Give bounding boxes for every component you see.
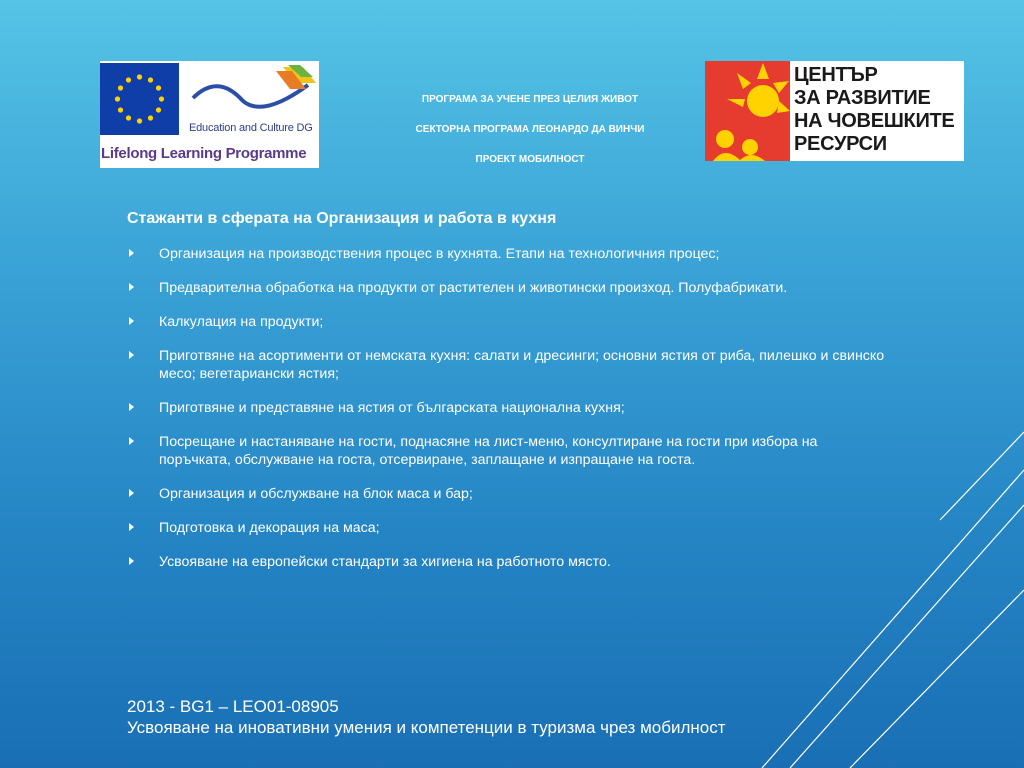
hrdc-text: [794, 64, 954, 156]
project-code: 2013 - BG1 – LEO01-08905: [127, 697, 339, 716]
list-item-text: Подготовка и декорация на маса;: [159, 520, 380, 536]
lifelong-learning-logo: [100, 61, 319, 168]
eu-flag-icon: [100, 63, 179, 135]
list-item: [127, 245, 887, 263]
hrdc-line-4: РЕСУРСИ: [794, 133, 887, 155]
project-footer: [127, 696, 827, 738]
slide-title: Стажанти в сферата на Организация и работа в кухня: [127, 210, 557, 227]
list-item: [127, 347, 887, 383]
list-item-text: Приготвяне на асортименти от немската кухня: салати и дресинги; основни ястия от риба, пилешко и свинско месо; вегетариански ястия;: [159, 348, 885, 382]
topic-list: [127, 245, 887, 587]
list-item-text: Посрещане и настаняване на гости, поднасяне на лист-меню, консултиране на гости при избора на поръчката, обслужване на госта, отсервиране, заплащане и изпращане на госта.: [159, 434, 818, 468]
bullet-arrow-icon: [129, 317, 134, 325]
list-item: [127, 313, 887, 331]
education-culture-swoosh-icon: [188, 63, 318, 119]
hrdc-line-2: ЗА РАЗВИТИЕ: [794, 87, 931, 109]
project-title: Усвояване на иновативни умения и компетенции в туризма чрез мобилност: [127, 718, 726, 737]
bullet-arrow-icon: [129, 489, 134, 497]
list-item-text: Предварителна обработка на продукти от растителен и животински произход. Полуфабрикати.: [159, 280, 788, 296]
header-line-2: СЕКТОРНА ПРОГРАМА ЛЕОНАРДО ДА ВИНЧИ: [415, 124, 645, 135]
bullet-arrow-icon: [129, 351, 134, 359]
dg-text: Education and Culture DG: [189, 122, 313, 134]
list-item: [127, 553, 887, 571]
program-header: [370, 94, 690, 184]
bullet-arrow-icon: [129, 283, 134, 291]
list-item-text: Приготвяне и представяне на ястия от българската национална кухня;: [159, 400, 625, 416]
bullet-arrow-icon: [129, 437, 134, 445]
bullet-arrow-icon: [129, 249, 134, 257]
list-item: [127, 279, 887, 297]
programme-text: Lifelong Learning Programme: [101, 145, 307, 162]
bullet-arrow-icon: [129, 557, 134, 565]
hrdc-line-3: НА ЧОВЕШКИТЕ: [794, 110, 955, 132]
list-item: [127, 433, 887, 469]
list-item-text: Усвояване на европейски стандарти за хигиена на работното място.: [159, 554, 611, 570]
bullet-arrow-icon: [129, 403, 134, 411]
hrdc-line-1: ЦЕНТЪР: [794, 64, 878, 86]
list-item: [127, 519, 887, 537]
header-line-3: ПРОЕКТ МОБИЛНОСТ: [475, 154, 585, 165]
bullet-arrow-icon: [129, 523, 134, 531]
hrdc-logo: [705, 61, 964, 161]
header-line-1: ПРОГРАМА ЗА УЧЕНЕ ПРЕЗ ЦЕЛИЯ ЖИВОТ: [421, 94, 639, 105]
list-item: [127, 485, 887, 503]
list-item-text: Калкулация на продукти;: [159, 314, 324, 330]
list-item-text: Организация на производствения процес в кухнята. Етапи на технологичния процес;: [159, 246, 720, 262]
list-item-text: Организация и обслужване на блок маса и бар;: [159, 486, 473, 502]
list-item: [127, 399, 887, 417]
sun-icon: [705, 61, 790, 161]
